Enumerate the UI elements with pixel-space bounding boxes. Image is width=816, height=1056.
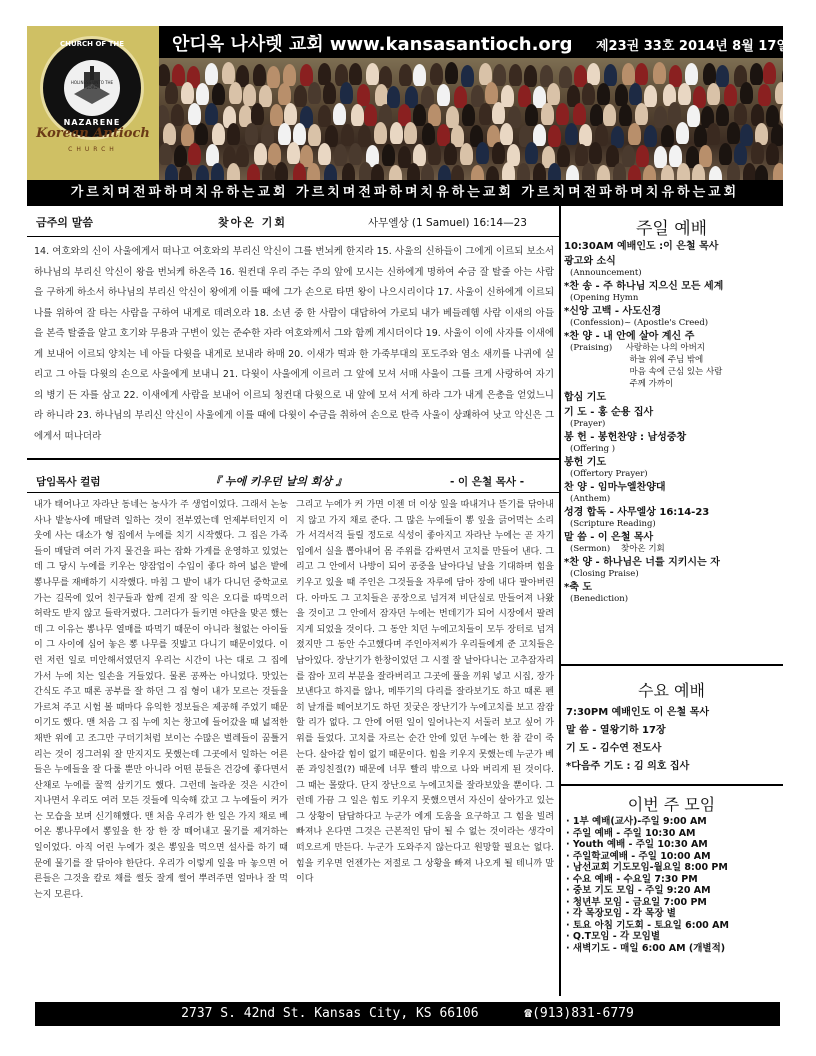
wednesday-service-title: 수요 예배 — [638, 681, 705, 700]
photo-person — [382, 144, 395, 166]
photo-person — [278, 123, 291, 145]
column-divider — [559, 206, 561, 996]
photo-person — [597, 165, 610, 180]
service-item-subtitle: (Offering ) — [570, 444, 616, 454]
service-item-text: 찬 양 - 임마누엘찬양대 — [564, 482, 666, 493]
photo-person — [476, 142, 489, 164]
photo-person — [780, 102, 783, 124]
issue-info: 제23권 33호 2014년 8월 17일 — [596, 39, 789, 54]
photo-person — [342, 163, 355, 180]
photo-person — [692, 164, 705, 180]
meeting-item: · 1부 예배(교사)-주일 9:00 AM — [566, 816, 707, 827]
sunday-service-item — [564, 330, 782, 353]
sunday-order-of-service — [564, 240, 782, 606]
photo-person — [430, 63, 443, 85]
seal-motto-text: HOLINESS UNTO THE LORD — [70, 80, 114, 90]
photo-person — [603, 104, 616, 126]
wednesday-divider — [559, 784, 783, 786]
service-item-text: 광고와 소식 — [564, 256, 616, 267]
meeting-item: · 남선교회 기도모임-월요일 8:00 PM — [566, 862, 728, 873]
motto-bar: 가르치며전파하며치유하는교회 가르치며전파하며치유하는교회 가르치며전파하며치유하는교회 — [27, 180, 783, 206]
photo-person — [775, 82, 783, 104]
photo-person — [165, 82, 178, 104]
sunday-service-item — [564, 506, 782, 529]
sunday-service-item — [564, 391, 782, 404]
photo-person — [179, 165, 192, 180]
sunday-service-item — [564, 355, 782, 365]
photo-person — [340, 82, 353, 104]
photo-person — [351, 104, 364, 126]
photo-person — [212, 123, 225, 145]
photo-person — [267, 66, 280, 88]
photo-person — [622, 145, 635, 167]
photo-person — [359, 162, 372, 180]
meeting-item: · 주일학교예배 - 주일 10:00 AM — [566, 850, 711, 862]
photo-person — [628, 123, 641, 145]
photo-person — [636, 145, 649, 167]
photo-person — [709, 166, 722, 180]
column-author: - 이 은철 목사 - — [450, 476, 525, 488]
photo-person — [366, 63, 379, 85]
photo-person — [438, 165, 451, 180]
photo-person — [668, 102, 681, 124]
scripture-text: 14. 여호와의 신이 사울에게서 떠나고 여호와의 부리신 악신이 그를 번뇌케 한지라 15. 사울의 신하들이 그에게 이르되 보소서 하나님의 부리신 악신이 왕을 번뇌케 하온즉 16. 원컨대 우리 주는 주의 앞에 모시는 신하에게 명하여 수금 잘 탈줄 아는 사람을 구하게 하소서 하나님의 부리신 악신이 왕에게 이를 때에 그가 손으로 타면 왕이 나으시리이다 17. 사울이 신하에게 이르되 나를 위하여 잘 타는 사람을 구하여 내게로 데려오라 18. 소년 중 한 사람이 대답하여 가로되 내가 베들레헴 사람 이새의 아들을 본즉 탈줄을 알고 호기와 무용과 구변이 있는 준수한 자라 여호와께서 그와 함께 계시더이다 19. 사울이 이에 사자를 이새에게 보내어 이르되 양치는 네 아들 다윗을 내게로 보내라 하매 20. 이새가 떡과 한 가죽부대의 포도주와 염소 새끼를 나귀에 실리고 그 아들 다윗의 손으로 사울에게 보내니 21. 다윗이 사울에게 이르러 그 앞에 모셔 서매 사울이 그를 크게 사랑하여 자기의 병기 든 자를 삼고 22. 이새에게 사람을 보내어 이르되 청컨대 다윗으로 내 앞에 모셔 서게 하라 그가 내게 은총을 얻었느니라 하니라 23. 하나님의 부리신 악신이 사울에게 이를 때에 다윗이 수금을 취하여 손으로 탄즉 사울이 상쾌하여 낫고 악신은 그에게서 떠나더라 — [34, 246, 554, 442]
photo-person — [766, 143, 779, 165]
photo-person — [492, 102, 505, 124]
sunday-service-item — [564, 367, 782, 377]
photo-person — [565, 123, 578, 145]
seal-ring-bottom-text: NAZARENE — [63, 118, 121, 127]
photo-person — [556, 103, 569, 125]
sunday-service-item — [564, 255, 782, 278]
service-item-text: *신앙 고백 - 사도신경 — [564, 306, 662, 317]
photo-person — [615, 84, 628, 106]
photo-person — [181, 82, 194, 104]
service-item-subtitle: (Closing Praise) — [570, 569, 639, 579]
photo-person — [324, 164, 337, 180]
service-item-subtitle: 주께 가까이 — [570, 379, 674, 389]
photo-person — [323, 82, 336, 104]
photo-person — [587, 63, 600, 85]
photo-person — [676, 122, 689, 144]
sunday-service-item — [564, 531, 782, 554]
photo-person — [653, 62, 666, 84]
photo-person — [275, 162, 288, 180]
photo-person — [211, 163, 224, 180]
photo-person — [740, 82, 753, 104]
photo-person — [437, 84, 450, 106]
photo-person — [492, 142, 505, 164]
photo-person — [222, 62, 235, 84]
photo-person — [333, 103, 346, 125]
meeting-item: · 수요 예배 - 수요일 7:30 PM — [566, 873, 698, 885]
logo-subtitle: CHURCH — [68, 146, 118, 153]
service-item-text: 말 씀 - 이 은철 목사 — [564, 532, 654, 543]
photo-person — [743, 163, 756, 180]
photo-person — [763, 62, 776, 84]
meeting-item: · 새벽기도 - 매일 6:00 AM (개별적) — [566, 942, 726, 954]
photo-person — [479, 103, 492, 125]
sunday-service-item — [564, 481, 782, 504]
photo-person — [196, 165, 209, 180]
photo-person — [421, 164, 434, 180]
photo-person — [461, 65, 474, 87]
word-title: 찾아온 기회 — [218, 216, 287, 229]
photo-person — [308, 124, 321, 146]
service-item-text: *찬 양 - 하나님은 너를 지키시는 자 — [564, 557, 720, 568]
photo-person — [727, 122, 740, 144]
photo-person — [582, 83, 595, 105]
photo-person — [195, 123, 208, 145]
service-item-subtitle: (Confession)~ (Apostle's Creed) — [570, 318, 709, 328]
photo-person — [460, 143, 473, 165]
photo-person — [341, 124, 354, 146]
photo-person — [245, 123, 258, 145]
photo-person — [559, 66, 572, 88]
service-item-subtitle: (Sermon) 찾아온 기회 — [570, 544, 665, 554]
photo-person — [589, 142, 602, 164]
photo-person — [358, 125, 371, 147]
sunday-service-item — [564, 581, 782, 604]
photo-person — [619, 104, 632, 126]
service-item-text: 봉 헌 - 봉헌찬양 : 남성중창 — [564, 432, 687, 443]
photo-person — [750, 63, 763, 85]
photo-person — [284, 103, 297, 125]
sunday-service-item — [564, 305, 782, 328]
photo-person — [308, 82, 321, 104]
sunday-service-item — [564, 456, 782, 479]
photo-person — [212, 83, 225, 105]
photo-person — [707, 83, 720, 105]
photo-person — [548, 163, 561, 180]
photo-person — [524, 65, 537, 87]
photo-person — [407, 163, 420, 180]
column-label: 담임목사 컬럼 — [36, 476, 101, 488]
photo-person — [404, 122, 417, 144]
photo-person — [163, 123, 176, 145]
column-text-right: 그리고 누에가 커 가면 이젠 더 이상 잎을 따내거나 뜯기를 닦아내지 않고 가지 채로 준다. 그 많은 누에들이 뽕 잎을 긁어먹는 소리가 서걱서걱 들릴 정도로 식성이 좋아지고 자라난 누에는 곧 자기 입에서 실을 뽑아내어 몸 주위를 감싸면서 고치를 만들어 낸다. 그리고 그 안에서 나방이 되어 공중을 날아다닐 날을 기대하며 힘을 키우고 있을 때 주인은 그것들을 자루에 담아 장에 내다 팔아버린다. 아마도 그 고치들은 공장으로 넘겨져 비단실로 만들어져 나왔을 것이고 그 안에서 잠자던 누에는 번데기가 되어 시장에서 팔려지게 되었을 것이다. 그 동안 치던 누에고치들이 모두 장터로 넘겨졌지만 그 동안 수고했다며 주인아저씨가 우리들에게 준 고치들은 남아있다. 장난기가 한창이었던 그 시절 잘 날아다니는 고추잠자리를 잡아 꼬리 부분을 잘라버리고 그곳에 풀을 끼워 넣고 시집, 장가보낸다고 하지를 않나, 메뚜기의 다리를 잘라보기도 하고 때론 펜히 날개를 떼어보기도 하던 짓궂은 장난기가 누에고치를 보고 잠잠 할 리가 없다. 그 안에 어떤 일이 일어나는지 서둘러 보고 싶어 가위를 들었다. 고치를 자르는 순간 안에 있던 누에는 한 참 같이 죽는다. 살아갈 힘이 없기 때문이다. 힘을 키우지 못했는데 누군가 베푼 과잉친절(?) 때문에 너무 빨리 밖으로 나와 버리게 된 것이다. 그 때는 몰랐다. 단지 장난으로 누에고치를 잘라보았을 뿐이다. 그런데 가끔 그 일은 힘도 키우지 못했으면서 자신이 살아가고 있는 그 상황이 답답하다고 누군가 에게 도움을 요구하고 그 힘을 빌려 빠져나 온다면 그것은 근본적인 답이 될 수 없는 것이라는 생각이 떠오르게 만든다. 누군가 도와주지 않는다고 원망할 필요는 없다. 힘을 키우면 언젠가는 저절로 그 상황을 빠져 나오게 될 테니까 말이다 — [296, 500, 554, 885]
congregation-photo — [159, 58, 783, 180]
photo-person — [165, 164, 178, 180]
photo-person — [462, 104, 475, 126]
photo-person — [635, 103, 648, 125]
photo-person — [428, 143, 441, 165]
photo-person — [755, 165, 768, 180]
photo-person — [734, 143, 747, 165]
photo-person — [500, 123, 513, 145]
section-divider — [27, 458, 559, 460]
meeting-item: · 토요 아침 기도회 - 토요일 6:00 AM — [566, 919, 729, 931]
meeting-item: · 주일 예배 - 주일 10:30 AM — [566, 827, 696, 839]
photo-person — [547, 83, 560, 105]
photo-person — [390, 122, 403, 144]
logo-name: Korean Antioch — [36, 126, 150, 141]
photo-person — [502, 162, 515, 180]
photo-person — [294, 85, 307, 107]
service-item-text: 기 도 - 홍 순용 집사 — [564, 407, 654, 418]
meeting-item: · Q.T모임 - 각 모임별 — [566, 931, 661, 942]
meetings-list — [566, 816, 780, 954]
photo-person — [590, 104, 603, 126]
photo-person — [557, 145, 570, 167]
photo-person — [525, 104, 538, 126]
photo-person — [773, 163, 783, 180]
photo-person — [501, 85, 514, 107]
sunday-service-title: 주일 예배 — [635, 219, 708, 239]
photo-person — [349, 63, 362, 85]
footer-bar — [35, 1002, 780, 1026]
photo-person — [727, 162, 740, 180]
photo-person — [694, 125, 707, 147]
photo-person — [205, 103, 218, 125]
photo-person — [251, 103, 264, 125]
photo-person — [293, 163, 306, 180]
photo-person — [444, 143, 457, 165]
sunday-service-item — [564, 240, 782, 253]
photo-person — [374, 122, 387, 144]
photo-person — [451, 165, 464, 180]
photo-person — [428, 104, 441, 126]
photo-person — [548, 125, 561, 147]
newsletter-title: 안디옥 나사렛 교회 www.kansasantioch.org — [172, 34, 573, 55]
service-item-text: 합심 기도 — [564, 392, 607, 403]
photo-person — [371, 164, 384, 180]
service-item-subtitle: (Announcement) — [570, 268, 642, 278]
photo-person — [188, 103, 201, 125]
seal-ring-top-text: CHURCH OF THE — [59, 40, 125, 48]
wednesday-line: 기 도 - 김수연 전도사 — [566, 743, 662, 754]
photo-person — [174, 145, 187, 167]
photo-person — [719, 143, 732, 165]
photo-person — [685, 63, 698, 85]
photo-person — [644, 125, 657, 147]
photo-person — [661, 125, 674, 147]
photo-person — [486, 166, 499, 180]
photo-person — [422, 123, 435, 145]
photo-person — [485, 82, 498, 104]
photo-person — [635, 63, 648, 85]
photo-person — [678, 83, 691, 105]
photo-person — [724, 84, 737, 106]
photo-person — [445, 62, 458, 84]
wednesday-line: 말 씀 - 열왕기하 17장 — [566, 725, 666, 736]
sunday-service-item — [564, 379, 782, 389]
photo-person — [334, 144, 347, 166]
photo-person — [693, 86, 706, 108]
church-address: 2737 S. 42nd St. Kansas City, KS 66106 — [181, 1006, 479, 1021]
service-item-text: 성경 합독 - 사무엘상 16:14-23 — [564, 507, 710, 518]
wednesday-line: 7:30PM 예배인도 이 은철 목사 — [566, 707, 710, 718]
column-header-divider — [27, 492, 559, 493]
photo-person — [247, 164, 260, 180]
service-item-subtitle: (Praising) 사랑하는 나의 아버지 — [570, 343, 706, 353]
photo-person — [716, 65, 729, 87]
photo-person — [622, 63, 635, 85]
photo-person — [533, 124, 546, 146]
photo-person — [349, 143, 362, 165]
photo-person — [644, 85, 657, 107]
photo-person — [196, 83, 209, 105]
service-item-subtitle: (Anthem) — [570, 494, 611, 504]
photo-person — [188, 143, 201, 165]
service-item-text: *찬 송 - 주 하나님 지으신 모든 세계 — [564, 281, 724, 292]
meetings-title: 이번 주 모임 — [627, 795, 716, 814]
photo-person — [751, 142, 764, 164]
photo-person — [159, 143, 172, 165]
photo-person — [661, 165, 674, 180]
service-item-subtitle: (Scripture Reading) — [570, 519, 656, 529]
photo-person — [707, 123, 720, 145]
photo-person — [643, 165, 656, 180]
photo-person — [703, 63, 716, 85]
service-item-subtitle: (Prayer) — [570, 419, 606, 429]
sunday-divider — [559, 664, 783, 666]
photo-person — [533, 163, 546, 180]
photo-person — [307, 163, 320, 180]
column-title: 『 누에 키우던 날의 회상 』 — [210, 475, 347, 488]
service-item-subtitle: 하늘 위에 주님 밖에 — [570, 355, 704, 365]
photo-person — [253, 64, 266, 86]
meeting-item: · Youth 예배 - 주일 10:30 AM — [566, 839, 708, 850]
wednesday-line: *다음주 기도 : 김 의호 집사 — [566, 761, 690, 772]
sunday-service-item — [564, 556, 782, 579]
service-item-text: *찬 양 - 내 안에 살아 계신 주 — [564, 331, 695, 342]
photo-person — [413, 64, 426, 86]
photo-person — [566, 165, 579, 180]
photo-person — [597, 83, 610, 105]
sunday-service-item — [564, 431, 782, 454]
church-phone: ☎(913)831-6779 — [524, 1006, 634, 1021]
photo-person — [229, 82, 242, 104]
photo-person — [716, 104, 729, 126]
photo-person — [604, 64, 617, 86]
word-label: 금주의 말씀 — [36, 216, 93, 229]
photo-person — [287, 142, 300, 164]
photo-person — [318, 143, 331, 165]
column-text-left: 내가 태어나고 자라난 동네는 농사가 주 생업이었다. 그래서 논농사나 밭농사에 매달려 일하는 것이 전부였는데 언제부터인지 이웃에 사는 대소가 형 집에서 누에를 치기 시작했다. 그 집은 가족들이 매달려 여러 가지 물건을 파는 잡화 가게를 운영하고 있었는데 그 당시 누에를 키우는 양잠업이 수입이 좋다 하여 넓은 밭에 뽕나무를 재배하기 시작했다. 마침 그 밭이 내가 다니던 중학교로 가는 길목에 있어 친구들과 함께 걷게 잘 익은 오디를 따먹으러 허락도 받지 않고 들락거렸다. 그러다가 들키면 야단을 맞곤 했는데 그 이유는 뽕나무 열매를 따먹기 때문이 아니라 철없는 아이들이 그 사이에 심어 놓은 뽕 나무를 짓밟고 다니기 때문이었다. 이런 저런 일로 미안해서였던지 우리는 시간이 나는 대로 그 집에 가서 누에 치는 일손을 거들었다. 물론 공짜는 아니었다. 맛있는 간식도 주고 때론 공부를 잘 하던 그 집 형이 내가 모르는 것들을 가르쳐 주고 시험 볼 때마다 유익한 정보들은 제공해 주었기 때문이기도 했다. 맨 처음 그 집 누에 치는 창고에 들어갔을 때 넓적한 채반 위에 고 조그만 구더기처럼 보이는 수많은 벌레들이 꿈틀거리는 것이 징그러워 잘 만지지도 못했는데 그곳에서 일하는 어른들은 누에들을 잘 다룰 뿐만 아니라 어떤 분들은 건강에 좋다면서 산채로 누에를 꿀꺽 삼키기도 했다. 그런데 놀라운 것은 시간이 지나면서 우리도 여러 모든 것들에 익숙해 갔고 그 누에들이 커가는 모습을 보며 신기해했다. 맨 처음 우리가 한 일은 가지 채로 베어온 뽕나무에서 뽕잎을 한 장 한 장 떼어내고 물기를 제거하는 일이었다. 아직 어린 누에가 젖은 뽕잎을 먹으면 설사를 하기 때문에 물기를 잘 닦아야 한단다. 우리가 이렇게 일을 마 놓으면 어른들은 그것을 칼로 채를 썰듯 잘게 썰어 뿌려주면 얼마나 잘 먹는지 모른다. — [34, 500, 288, 900]
photo-person — [387, 86, 400, 108]
service-item-text: 봉헌 기도 — [564, 457, 607, 468]
photo-person — [525, 142, 538, 164]
sunday-service-item — [564, 406, 782, 429]
photo-person — [254, 143, 267, 165]
service-item-text: *축 도 — [564, 582, 593, 593]
service-item-subtitle: (Benediction) — [570, 594, 629, 604]
meeting-item: · 중보 기도 모임 - 주일 9:20 AM — [566, 885, 711, 896]
photo-person — [629, 83, 642, 105]
photo-person — [517, 163, 530, 180]
photo-person — [364, 104, 377, 126]
photo-person — [471, 165, 484, 180]
photo-person — [262, 163, 275, 180]
service-item-subtitle: (Opening Hymn — [570, 293, 639, 303]
photo-person — [375, 84, 388, 106]
photo-person — [493, 64, 506, 86]
photo-person — [171, 104, 184, 126]
service-item-subtitle: 마음 속에 근심 있는 사람 — [570, 367, 723, 377]
photo-person — [582, 163, 595, 180]
service-item-subtitle: (Offertory Prayer) — [570, 469, 648, 479]
photo-person — [278, 83, 291, 105]
photo-person — [236, 145, 249, 167]
photo-person — [318, 105, 331, 127]
photo-person — [227, 123, 240, 145]
scripture-reference: 사무엘상 (1 Samuel) 16:14—23 — [368, 217, 527, 229]
service-item-text: 10:30AM 예배인도 :이 은철 목사 — [564, 241, 719, 252]
photo-person — [357, 84, 370, 106]
photo-person — [541, 103, 554, 125]
word-divider — [27, 236, 559, 237]
photo-person — [509, 64, 522, 86]
photo-person — [205, 63, 218, 85]
meeting-item: · 각 목장모임 - 각 목장 별 — [566, 908, 676, 919]
photo-person — [579, 124, 592, 146]
sunday-service-item — [564, 280, 782, 303]
photo-person — [758, 84, 771, 106]
meeting-item: · 청년부 모임 - 금요일 7:00 PM — [566, 896, 707, 908]
photo-person — [399, 64, 412, 86]
photo-person — [628, 165, 641, 180]
photo-person — [699, 145, 712, 167]
photo-person — [573, 103, 586, 125]
photo-person — [687, 105, 700, 127]
